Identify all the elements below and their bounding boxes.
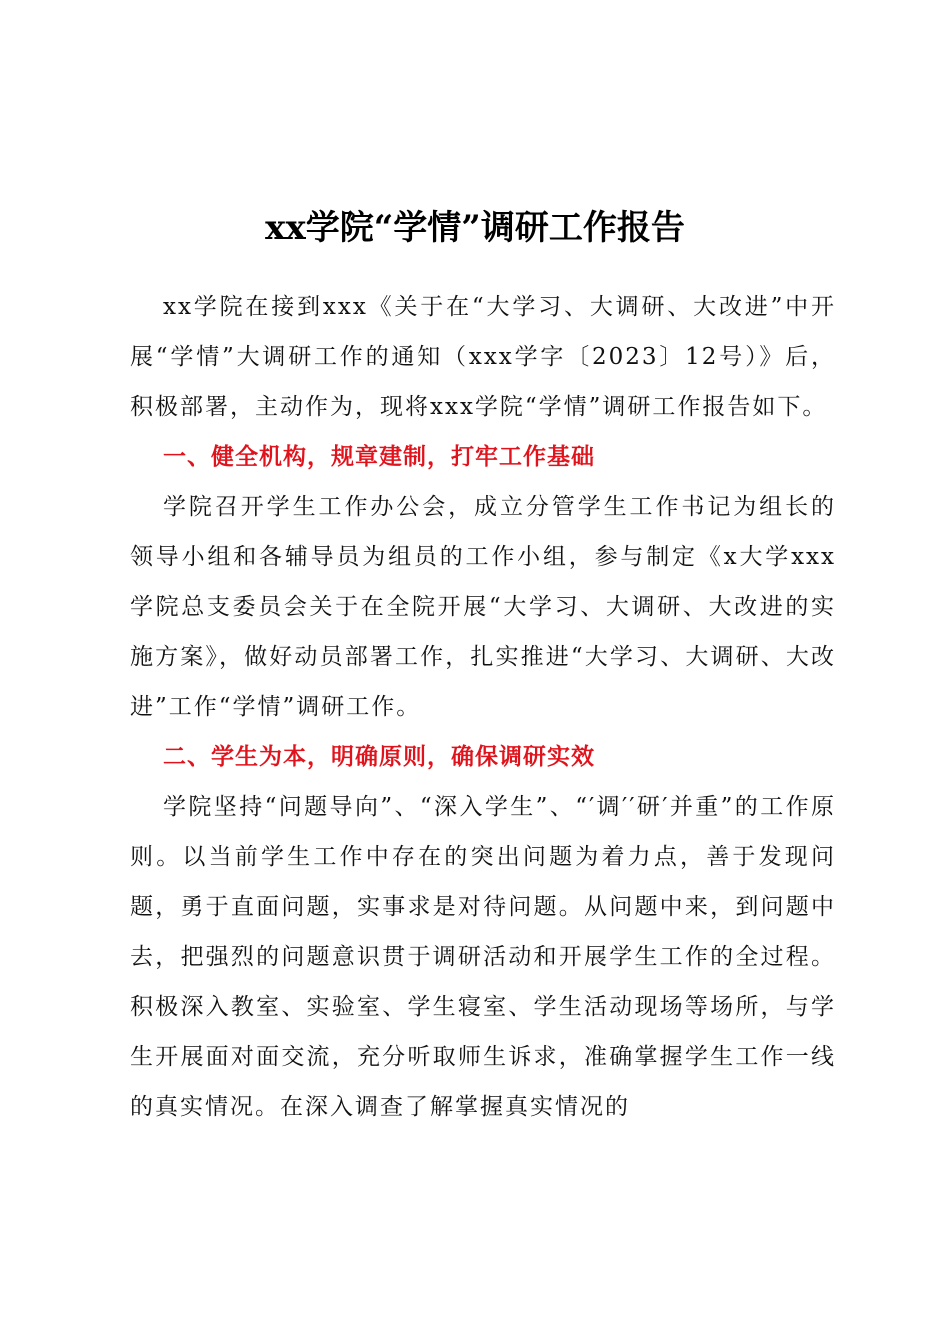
section-heading-1: 一、健全机构，规章建制，打牢工作基础 (163, 444, 595, 470)
section-paragraph-1: 学院召开学生工作办公会，成立分管学生工作书记为组长的领导小组和各辅导员为组员的工作小组，参与制定《x大学xxx学院总支委员会关于在全院开展“大学习、大调研、大改进的实施方案》，做好动员部署工作，扎实推进“大学习、大调研、大改进”工作“学情”调研工作。 (130, 494, 836, 720)
document-body (130, 282, 836, 1132)
intro-paragraph: xx学院在接到xxx《关于在“大学习、大调研、大改进”中开展“学情”大调研工作的通知（xxx学字〔2023〕12号）》后，积极部署，主动作为，现将xxx学院“学情”调研工作报告如下。 (130, 294, 836, 420)
section-heading-2: 二、学生为本，明确原则，确保调研实效 (163, 744, 595, 770)
document-title: xx学院“学情”调研工作报告 (265, 208, 685, 248)
section-paragraph-2: 学院坚持“问题导向”、“深入学生”、“′调′′研′并重”的工作原则。以当前学生工作中存在的突出问题为着力点，善于发现问题，勇于直面问题，实事求是对待问题。从问题中来，到问题中去，把强烈的问题意识贯于调研活动和开展学生工作的全过程。积极深入教室、实验室、学生寝室、学生活动现场等场所，与学生开展面对面交流，充分听取师生诉求，准确掌握学生工作一线的真实情况。在深入调查了解掌握真实情况的 (130, 794, 836, 1120)
